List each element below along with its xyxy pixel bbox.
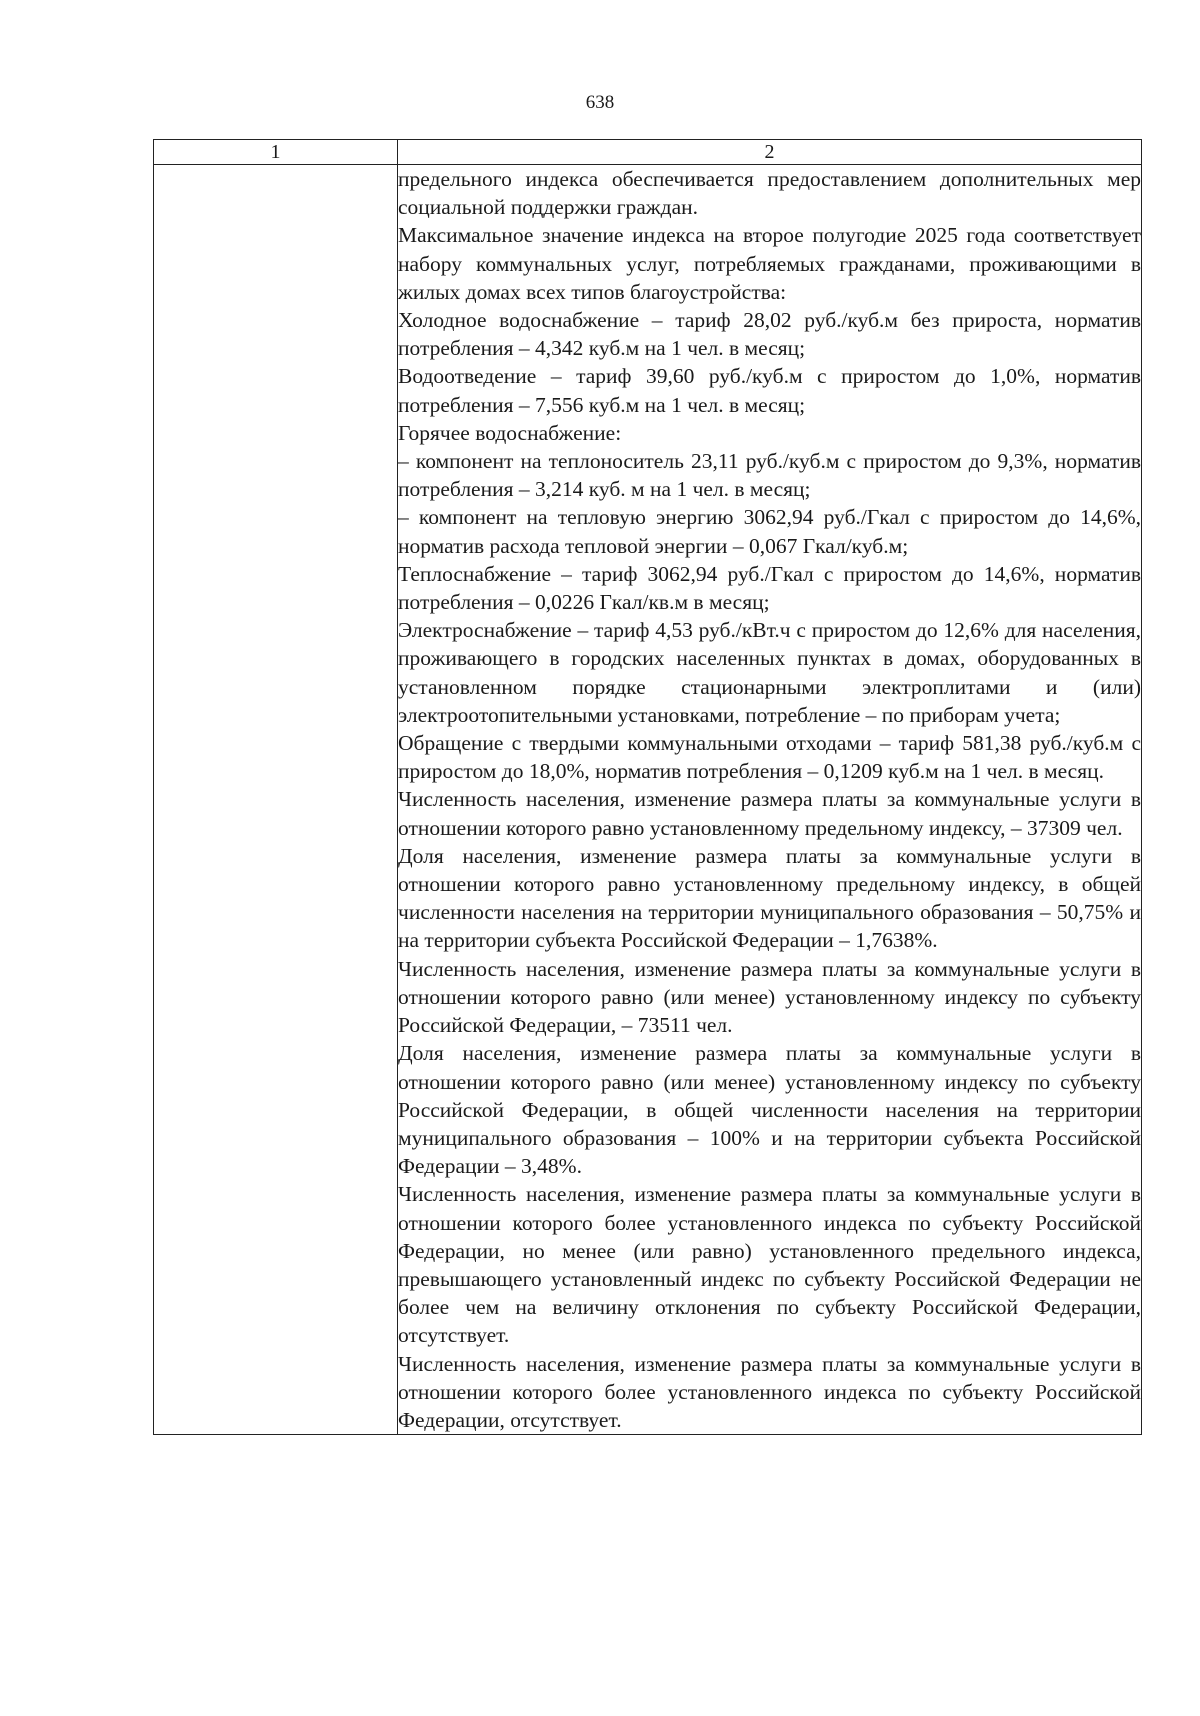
column-header-1: 1 bbox=[154, 140, 398, 165]
table-row bbox=[154, 165, 1142, 1435]
paragraph-share-equal-regional: Доля населения, изменение размера платы за коммунальные услуги в отношении которого равно (или менее) установленному индексу по субъекту Российской Федерации, в общей численности населения на территории муниципального образования – 100% и на территории субъекта Российской Федерации – 3,48%. bbox=[398, 1041, 1141, 1179]
page-number: 638 bbox=[585, 92, 615, 113]
paragraph-thermal-energy: – компонент на тепловую энергию 3062,94 руб./Гкал с приростом до 14,6%, норматив расхода тепловой энергии – 0,067 Гкал/куб.м; bbox=[398, 505, 1141, 558]
column-header-2: 2 bbox=[398, 140, 1142, 165]
document-table bbox=[153, 139, 1142, 1435]
paragraph-max-index: Максимальное значение индекса на второе полугодие 2025 года соответствует набору коммунальных услуг, потребляемых гражданами, проживающими в жилых домах всех типов благоустройства: bbox=[398, 223, 1141, 304]
paragraph-share-equal-limit: Доля населения, изменение размера платы за коммунальные услуги в отношении которого равно установленному предельному индексу, в общей численности населения на территории муниципального образования – 50,75% и на территории субъекта Российской Федерации – 1,7638%. bbox=[398, 843, 1141, 953]
table-header-row bbox=[154, 140, 1142, 165]
paragraph-population-equal-regional: Численность населения, изменение размера платы за коммунальные услуги в отношении которого равно (или менее) установленному индексу по субъекту Российской Федерации, – 73511 чел. bbox=[398, 956, 1141, 1038]
paragraph-population-above-regional: Численность населения, изменение размера платы за коммунальные услуги в отношении которого более установленного индекса по субъекту Российской Федерации, отсутствует. bbox=[398, 1351, 1141, 1432]
paragraph-heat-carrier: – компонент на теплоноситель 23,11 руб./куб.м с приростом до 9,3%, норматив потребления – 3,214 куб. м на 1 чел. в месяц; bbox=[398, 449, 1141, 502]
paragraph-electricity: Электроснабжение – тариф 4,53 руб./кВт.ч с приростом до 12,6% для населения, проживающего в городских населенных пунктах в домах, оборудованных в установленном порядке стационарными электроплитами и (или) электроотопительными установками, потребление – по приборам учета; bbox=[398, 618, 1141, 727]
paragraph-hot-water-heading: Горячее водоснабжение: bbox=[398, 420, 622, 445]
paragraph-population-above-regional-within-limit: Численность населения, изменение размера платы за коммунальные услуги в отношении которого более установленного индекса по субъекту Российской Федерации, но менее (или равно) установленного предельного индекса, превышающего установленный индекс по субъекту Российской Федерации не более чем на величину отклонения по субъекту Российской Федерации, отсутствует. bbox=[398, 1182, 1141, 1348]
column-1-cell bbox=[154, 165, 398, 1435]
paragraph-index-continuation: предельного индекса обеспечивается предоставлением дополнительных мер социальной поддержки граждан. bbox=[398, 167, 1141, 220]
paragraph-cold-water: Холодное водоснабжение – тариф 28,02 руб./куб.м без прироста, норматив потребления – 4,342 куб.м на 1 чел. в месяц; bbox=[398, 308, 1141, 361]
paragraph-drainage: Водоотведение – тариф 39,60 руб./куб.м с приростом до 1,0%, норматив потребления – 7,556 куб.м на 1 чел. в месяц; bbox=[398, 364, 1141, 417]
paragraph-population-equal-limit: Численность населения, изменение размера платы за коммунальные услуги в отношении которого равно установленному предельному индексу, – 37309 чел. bbox=[398, 787, 1141, 840]
column-2-cell bbox=[398, 165, 1142, 1435]
paragraph-solid-waste: Обращение с твердыми коммунальными отходами – тариф 581,38 руб./куб.м с приростом до 18,0%, норматив потребления – 0,1209 куб.м на 1 чел. в месяц. bbox=[398, 731, 1141, 784]
paragraph-heating: Теплоснабжение – тариф 3062,94 руб./Гкал с приростом до 14,6%, норматив потребления – 0,0226 Гкал/кв.м в месяц; bbox=[398, 561, 1141, 615]
